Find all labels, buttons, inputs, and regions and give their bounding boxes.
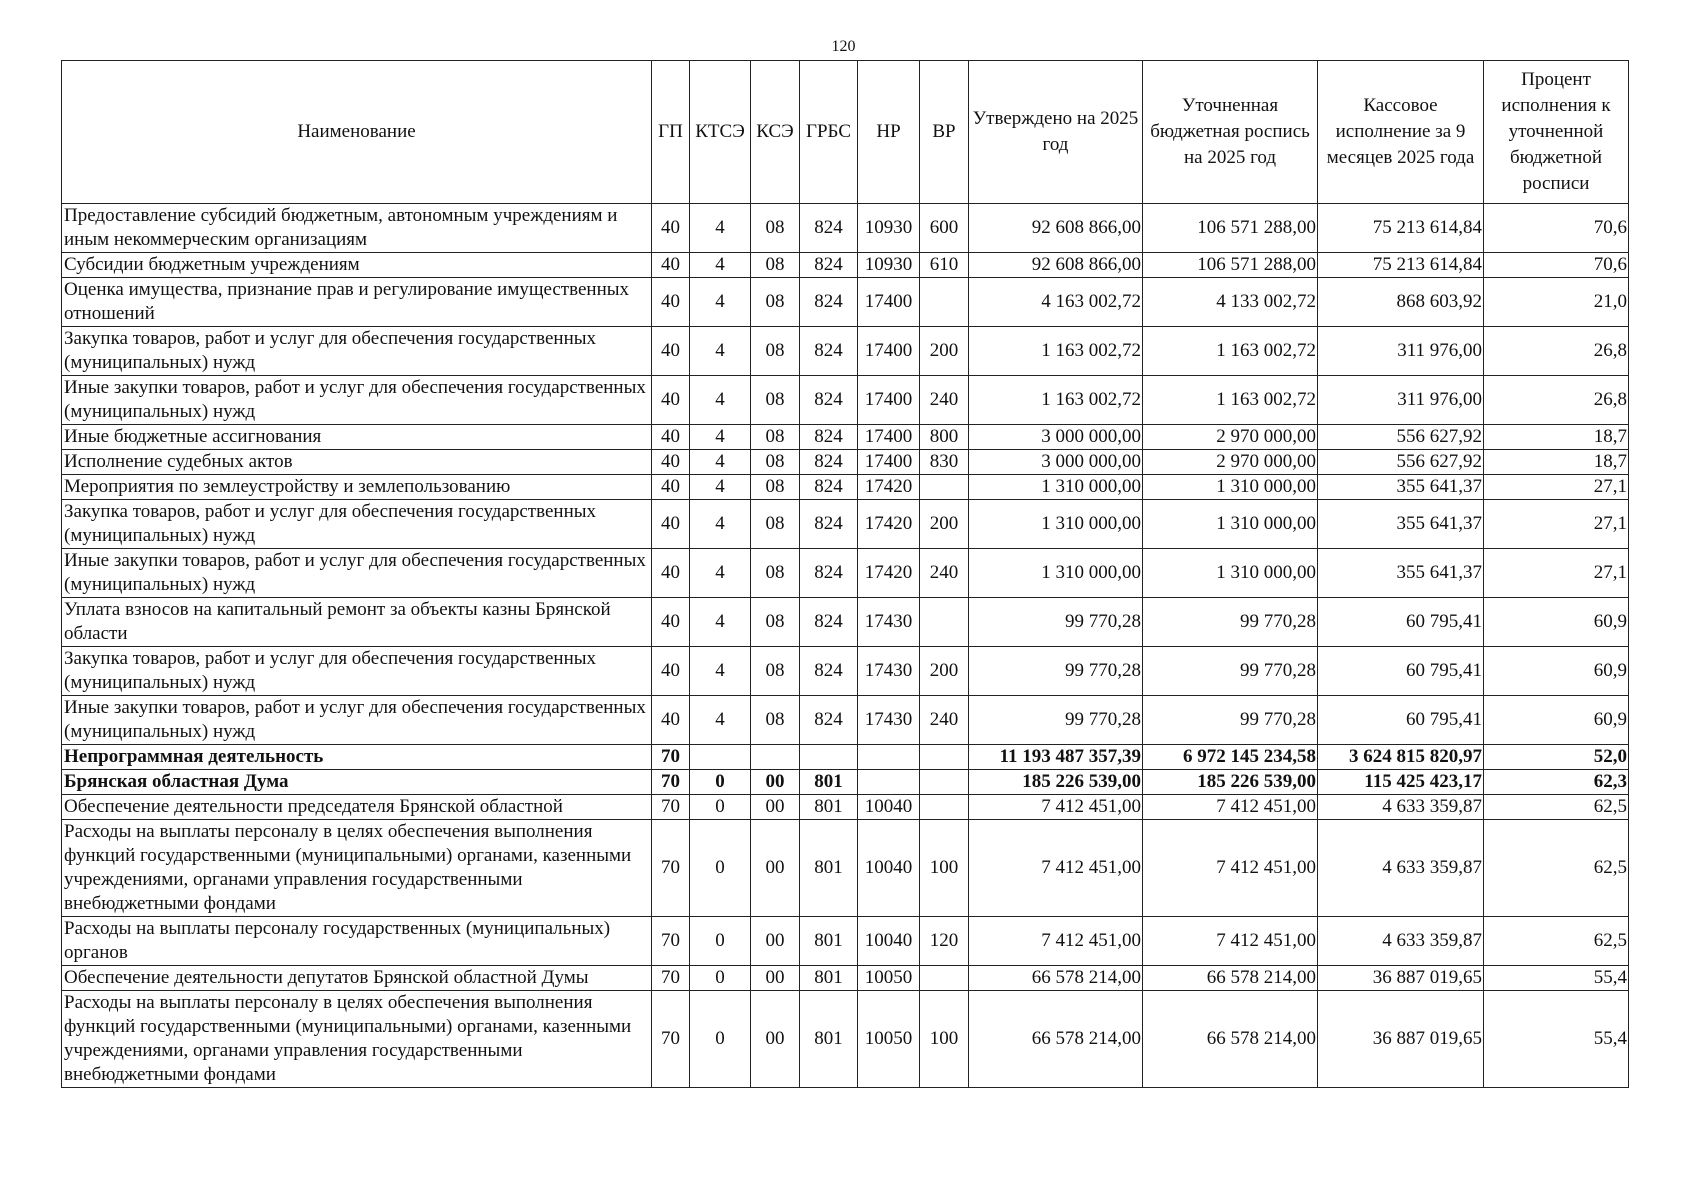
cell-name: Непрограммная деятельность bbox=[62, 745, 652, 770]
cell-gp: 40 bbox=[652, 598, 690, 647]
table-row bbox=[62, 376, 1629, 425]
cell-vr: 240 bbox=[920, 696, 969, 745]
cell-ktse: 0 bbox=[690, 991, 751, 1088]
budget-table bbox=[61, 60, 1629, 1088]
cell-grbs: 824 bbox=[800, 598, 858, 647]
cell-ktse: 4 bbox=[690, 204, 751, 253]
cell-cash: 36 887 019,65 bbox=[1318, 991, 1484, 1088]
cell-grbs: 824 bbox=[800, 376, 858, 425]
cell-refined: 7 412 451,00 bbox=[1143, 820, 1318, 917]
cell-grbs: 824 bbox=[800, 204, 858, 253]
cell-grbs: 801 bbox=[800, 770, 858, 795]
cell-vr: 120 bbox=[920, 917, 969, 966]
cell-kse: 00 bbox=[751, 795, 800, 820]
page-number: 120 bbox=[831, 38, 856, 55]
cell-name: Иные закупки товаров, работ и услуг для обеспечения государственных (муниципальных) нужд bbox=[62, 376, 652, 425]
cell-cash: 75 213 614,84 bbox=[1318, 253, 1484, 278]
cell-refined: 1 310 000,00 bbox=[1143, 500, 1318, 549]
cell-cash: 75 213 614,84 bbox=[1318, 204, 1484, 253]
cell-percent: 60,9 bbox=[1484, 647, 1629, 696]
cell-nr: 10040 bbox=[858, 795, 920, 820]
cell-grbs: 824 bbox=[800, 278, 858, 327]
cell-approved: 3 000 000,00 bbox=[969, 450, 1143, 475]
cell-nr: 17430 bbox=[858, 598, 920, 647]
cell-kse: 00 bbox=[751, 966, 800, 991]
cell-approved: 7 412 451,00 bbox=[969, 795, 1143, 820]
cell-approved: 11 193 487 357,39 bbox=[969, 745, 1143, 770]
cell-percent: 62,5 bbox=[1484, 795, 1629, 820]
cell-percent: 60,9 bbox=[1484, 696, 1629, 745]
cell-grbs: 801 bbox=[800, 917, 858, 966]
cell-name: Уплата взносов на капитальный ремонт за объекты казны Брянской области bbox=[62, 598, 652, 647]
cell-refined: 106 571 288,00 bbox=[1143, 204, 1318, 253]
cell-refined: 99 770,28 bbox=[1143, 647, 1318, 696]
cell-kse: 08 bbox=[751, 253, 800, 278]
cell-name: Предоставление субсидий бюджетным, автономным учреждениям и иным некоммерческим организациям bbox=[62, 204, 652, 253]
table-row bbox=[62, 696, 1629, 745]
cell-ktse: 0 bbox=[690, 917, 751, 966]
cell-percent: 27,1 bbox=[1484, 549, 1629, 598]
cell-refined: 2 970 000,00 bbox=[1143, 450, 1318, 475]
table-row bbox=[62, 204, 1629, 253]
cell-cash: 355 641,37 bbox=[1318, 500, 1484, 549]
cell-vr: 100 bbox=[920, 820, 969, 917]
cell-approved: 7 412 451,00 bbox=[969, 820, 1143, 917]
cell-grbs: 801 bbox=[800, 820, 858, 917]
cell-kse: 08 bbox=[751, 598, 800, 647]
cell-approved: 3 000 000,00 bbox=[969, 425, 1143, 450]
cell-nr: 17420 bbox=[858, 475, 920, 500]
table-row bbox=[62, 991, 1629, 1088]
cell-cash: 60 795,41 bbox=[1318, 696, 1484, 745]
cell-cash: 556 627,92 bbox=[1318, 450, 1484, 475]
table-row bbox=[62, 820, 1629, 917]
cell-ktse: 0 bbox=[690, 966, 751, 991]
cell-name: Расходы на выплаты персоналу государственных (муниципальных) органов bbox=[62, 917, 652, 966]
cell-gp: 40 bbox=[652, 450, 690, 475]
cell-name: Оценка имущества, признание прав и регулирование имущественных отношений bbox=[62, 278, 652, 327]
cell-name: Иные бюджетные ассигнования bbox=[62, 425, 652, 450]
column-header-percent: Процент исполнения к уточненной бюджетной росписи bbox=[1484, 61, 1629, 204]
cell-kse: 08 bbox=[751, 327, 800, 376]
column-header-grbs: ГРБС bbox=[800, 61, 858, 204]
cell-vr bbox=[920, 745, 969, 770]
cell-ktse: 4 bbox=[690, 327, 751, 376]
cell-approved: 99 770,28 bbox=[969, 696, 1143, 745]
cell-nr: 17400 bbox=[858, 327, 920, 376]
cell-percent: 26,8 bbox=[1484, 376, 1629, 425]
cell-vr: 800 bbox=[920, 425, 969, 450]
cell-kse: 08 bbox=[751, 425, 800, 450]
cell-gp: 40 bbox=[652, 204, 690, 253]
cell-ktse: 4 bbox=[690, 598, 751, 647]
cell-cash: 4 633 359,87 bbox=[1318, 795, 1484, 820]
cell-ktse: 4 bbox=[690, 425, 751, 450]
column-header-gp: ГП bbox=[652, 61, 690, 204]
cell-vr: 200 bbox=[920, 327, 969, 376]
cell-gp: 40 bbox=[652, 696, 690, 745]
cell-refined: 66 578 214,00 bbox=[1143, 966, 1318, 991]
cell-name: Брянская областная Дума bbox=[62, 770, 652, 795]
cell-cash: 355 641,37 bbox=[1318, 475, 1484, 500]
cell-name: Иные закупки товаров, работ и услуг для обеспечения государственных (муниципальных) нужд bbox=[62, 696, 652, 745]
table-row bbox=[62, 450, 1629, 475]
cell-nr: 10930 bbox=[858, 253, 920, 278]
cell-vr bbox=[920, 278, 969, 327]
cell-approved: 99 770,28 bbox=[969, 647, 1143, 696]
cell-percent: 26,8 bbox=[1484, 327, 1629, 376]
table-row bbox=[62, 253, 1629, 278]
cell-grbs: 824 bbox=[800, 647, 858, 696]
cell-gp: 70 bbox=[652, 966, 690, 991]
cell-refined: 2 970 000,00 bbox=[1143, 425, 1318, 450]
cell-gp: 40 bbox=[652, 425, 690, 450]
column-header-approved: Утверждено на 2025 год bbox=[969, 61, 1143, 204]
cell-ktse: 4 bbox=[690, 278, 751, 327]
cell-percent: 55,4 bbox=[1484, 991, 1629, 1088]
cell-vr bbox=[920, 966, 969, 991]
table-row bbox=[62, 917, 1629, 966]
cell-refined: 99 770,28 bbox=[1143, 696, 1318, 745]
cell-gp: 40 bbox=[652, 647, 690, 696]
cell-name: Субсидии бюджетным учреждениям bbox=[62, 253, 652, 278]
cell-gp: 40 bbox=[652, 376, 690, 425]
cell-kse: 00 bbox=[751, 917, 800, 966]
cell-kse: 08 bbox=[751, 204, 800, 253]
cell-kse: 00 bbox=[751, 770, 800, 795]
cell-vr bbox=[920, 475, 969, 500]
cell-cash: 868 603,92 bbox=[1318, 278, 1484, 327]
cell-nr: 10930 bbox=[858, 204, 920, 253]
cell-cash: 355 641,37 bbox=[1318, 549, 1484, 598]
cell-gp: 40 bbox=[652, 549, 690, 598]
cell-refined: 7 412 451,00 bbox=[1143, 917, 1318, 966]
cell-gp: 70 bbox=[652, 991, 690, 1088]
cell-approved: 4 163 002,72 bbox=[969, 278, 1143, 327]
cell-percent: 62,5 bbox=[1484, 917, 1629, 966]
cell-percent: 52,0 bbox=[1484, 745, 1629, 770]
cell-nr: 17430 bbox=[858, 647, 920, 696]
table-header-row bbox=[62, 61, 1629, 204]
cell-ktse: 4 bbox=[690, 647, 751, 696]
cell-name: Обеспечение деятельности депутатов Брянской областной Думы bbox=[62, 966, 652, 991]
cell-refined: 99 770,28 bbox=[1143, 598, 1318, 647]
cell-vr: 200 bbox=[920, 647, 969, 696]
cell-name: Обеспечение деятельности председателя Брянской областной bbox=[62, 795, 652, 820]
cell-percent: 21,0 bbox=[1484, 278, 1629, 327]
cell-grbs: 824 bbox=[800, 327, 858, 376]
cell-cash: 60 795,41 bbox=[1318, 647, 1484, 696]
cell-nr bbox=[858, 770, 920, 795]
cell-refined: 106 571 288,00 bbox=[1143, 253, 1318, 278]
cell-approved: 1 310 000,00 bbox=[969, 500, 1143, 549]
cell-grbs: 801 bbox=[800, 966, 858, 991]
cell-refined: 1 163 002,72 bbox=[1143, 327, 1318, 376]
cell-grbs: 824 bbox=[800, 500, 858, 549]
cell-ktse bbox=[690, 745, 751, 770]
cell-gp: 40 bbox=[652, 500, 690, 549]
cell-approved: 1 310 000,00 bbox=[969, 475, 1143, 500]
cell-approved: 66 578 214,00 bbox=[969, 966, 1143, 991]
cell-percent: 62,3 bbox=[1484, 770, 1629, 795]
cell-kse: 08 bbox=[751, 278, 800, 327]
cell-kse: 08 bbox=[751, 475, 800, 500]
cell-name: Расходы на выплаты персоналу в целях обеспечения выполнения функций государственными (муниципальными) органами, казенными учреждениями, органами управления государственными внебюджетными фондами bbox=[62, 991, 652, 1088]
cell-gp: 70 bbox=[652, 770, 690, 795]
cell-vr: 100 bbox=[920, 991, 969, 1088]
cell-approved: 7 412 451,00 bbox=[969, 917, 1143, 966]
cell-gp: 40 bbox=[652, 475, 690, 500]
cell-approved: 66 578 214,00 bbox=[969, 991, 1143, 1088]
cell-nr: 10050 bbox=[858, 966, 920, 991]
cell-name: Расходы на выплаты персоналу в целях обеспечения выполнения функций государственными (муниципальными) органами, казенными учреждениями, органами управления государственными внебюджетными фондами bbox=[62, 820, 652, 917]
cell-grbs: 824 bbox=[800, 253, 858, 278]
cell-kse: 08 bbox=[751, 450, 800, 475]
cell-kse bbox=[751, 745, 800, 770]
cell-ktse: 4 bbox=[690, 696, 751, 745]
cell-cash: 4 633 359,87 bbox=[1318, 820, 1484, 917]
cell-approved: 92 608 866,00 bbox=[969, 253, 1143, 278]
cell-ktse: 4 bbox=[690, 450, 751, 475]
cell-refined: 1 310 000,00 bbox=[1143, 475, 1318, 500]
column-header-ktse: КТСЭ bbox=[690, 61, 751, 204]
cell-nr: 17400 bbox=[858, 278, 920, 327]
table-row bbox=[62, 425, 1629, 450]
cell-grbs: 824 bbox=[800, 549, 858, 598]
table-row bbox=[62, 795, 1629, 820]
cell-vr bbox=[920, 795, 969, 820]
cell-grbs: 824 bbox=[800, 475, 858, 500]
cell-approved: 1 163 002,72 bbox=[969, 376, 1143, 425]
cell-name: Мероприятия по землеустройству и землепользованию bbox=[62, 475, 652, 500]
cell-vr: 240 bbox=[920, 376, 969, 425]
cell-cash: 3 624 815 820,97 bbox=[1318, 745, 1484, 770]
cell-nr: 10050 bbox=[858, 991, 920, 1088]
cell-nr: 10040 bbox=[858, 820, 920, 917]
cell-ktse: 0 bbox=[690, 795, 751, 820]
cell-vr: 600 bbox=[920, 204, 969, 253]
cell-nr: 17400 bbox=[858, 376, 920, 425]
cell-name: Закупка товаров, работ и услуг для обеспечения государственных (муниципальных) нужд bbox=[62, 647, 652, 696]
cell-grbs: 824 bbox=[800, 425, 858, 450]
cell-vr: 240 bbox=[920, 549, 969, 598]
cell-name: Иные закупки товаров, работ и услуг для обеспечения государственных (муниципальных) нужд bbox=[62, 549, 652, 598]
cell-name: Исполнение судебных актов bbox=[62, 450, 652, 475]
cell-nr: 17400 bbox=[858, 450, 920, 475]
column-header-vr: ВР bbox=[920, 61, 969, 204]
cell-gp: 40 bbox=[652, 253, 690, 278]
cell-cash: 115 425 423,17 bbox=[1318, 770, 1484, 795]
column-header-name: Наименование bbox=[62, 61, 652, 204]
cell-percent: 70,6 bbox=[1484, 253, 1629, 278]
cell-percent: 55,4 bbox=[1484, 966, 1629, 991]
column-header-nr: НР bbox=[858, 61, 920, 204]
cell-ktse: 4 bbox=[690, 500, 751, 549]
table-row bbox=[62, 500, 1629, 549]
table-row bbox=[62, 278, 1629, 327]
cell-gp: 70 bbox=[652, 820, 690, 917]
cell-approved: 1 310 000,00 bbox=[969, 549, 1143, 598]
cell-nr: 10040 bbox=[858, 917, 920, 966]
cell-grbs bbox=[800, 745, 858, 770]
cell-nr: 17420 bbox=[858, 549, 920, 598]
cell-cash: 311 976,00 bbox=[1318, 327, 1484, 376]
table-row bbox=[62, 770, 1629, 795]
cell-refined: 66 578 214,00 bbox=[1143, 991, 1318, 1088]
cell-gp: 40 bbox=[652, 327, 690, 376]
cell-percent: 62,5 bbox=[1484, 820, 1629, 917]
cell-percent: 27,1 bbox=[1484, 475, 1629, 500]
cell-ktse: 4 bbox=[690, 475, 751, 500]
cell-refined: 6 972 145 234,58 bbox=[1143, 745, 1318, 770]
cell-vr: 830 bbox=[920, 450, 969, 475]
cell-kse: 08 bbox=[751, 696, 800, 745]
cell-ktse: 0 bbox=[690, 820, 751, 917]
cell-gp: 70 bbox=[652, 745, 690, 770]
cell-percent: 18,7 bbox=[1484, 450, 1629, 475]
cell-ktse: 4 bbox=[690, 376, 751, 425]
cell-nr: 17420 bbox=[858, 500, 920, 549]
cell-cash: 556 627,92 bbox=[1318, 425, 1484, 450]
cell-refined: 7 412 451,00 bbox=[1143, 795, 1318, 820]
cell-vr: 610 bbox=[920, 253, 969, 278]
cell-cash: 4 633 359,87 bbox=[1318, 917, 1484, 966]
column-header-kse: КСЭ bbox=[751, 61, 800, 204]
cell-ktse: 0 bbox=[690, 770, 751, 795]
table-row bbox=[62, 327, 1629, 376]
cell-kse: 08 bbox=[751, 376, 800, 425]
cell-gp: 40 bbox=[652, 278, 690, 327]
cell-approved: 99 770,28 bbox=[969, 598, 1143, 647]
cell-ktse: 4 bbox=[690, 549, 751, 598]
cell-kse: 08 bbox=[751, 647, 800, 696]
cell-vr bbox=[920, 770, 969, 795]
table-row bbox=[62, 475, 1629, 500]
table-row bbox=[62, 745, 1629, 770]
cell-cash: 36 887 019,65 bbox=[1318, 966, 1484, 991]
cell-gp: 70 bbox=[652, 917, 690, 966]
cell-kse: 08 bbox=[751, 500, 800, 549]
cell-grbs: 801 bbox=[800, 991, 858, 1088]
column-header-refined: Уточненная бюджетная роспись на 2025 год bbox=[1143, 61, 1318, 204]
cell-approved: 92 608 866,00 bbox=[969, 204, 1143, 253]
cell-vr: 200 bbox=[920, 500, 969, 549]
cell-cash: 60 795,41 bbox=[1318, 598, 1484, 647]
cell-approved: 1 163 002,72 bbox=[969, 327, 1143, 376]
table-row bbox=[62, 647, 1629, 696]
cell-refined: 185 226 539,00 bbox=[1143, 770, 1318, 795]
cell-ktse: 4 bbox=[690, 253, 751, 278]
cell-percent: 60,9 bbox=[1484, 598, 1629, 647]
cell-gp: 70 bbox=[652, 795, 690, 820]
cell-name: Закупка товаров, работ и услуг для обеспечения государственных (муниципальных) нужд bbox=[62, 327, 652, 376]
cell-grbs: 824 bbox=[800, 450, 858, 475]
cell-refined: 4 133 002,72 bbox=[1143, 278, 1318, 327]
cell-approved: 185 226 539,00 bbox=[969, 770, 1143, 795]
cell-nr: 17430 bbox=[858, 696, 920, 745]
cell-refined: 1 310 000,00 bbox=[1143, 549, 1318, 598]
cell-percent: 70,6 bbox=[1484, 204, 1629, 253]
cell-grbs: 801 bbox=[800, 795, 858, 820]
cell-nr bbox=[858, 745, 920, 770]
table-row bbox=[62, 549, 1629, 598]
cell-percent: 27,1 bbox=[1484, 500, 1629, 549]
cell-nr: 17400 bbox=[858, 425, 920, 450]
table-row bbox=[62, 598, 1629, 647]
cell-cash: 311 976,00 bbox=[1318, 376, 1484, 425]
cell-grbs: 824 bbox=[800, 696, 858, 745]
table-row bbox=[62, 966, 1629, 991]
cell-percent: 18,7 bbox=[1484, 425, 1629, 450]
cell-kse: 08 bbox=[751, 549, 800, 598]
cell-vr bbox=[920, 598, 969, 647]
cell-kse: 00 bbox=[751, 991, 800, 1088]
cell-name: Закупка товаров, работ и услуг для обеспечения государственных (муниципальных) нужд bbox=[62, 500, 652, 549]
column-header-cash: Кассовое исполнение за 9 месяцев 2025 года bbox=[1318, 61, 1484, 204]
cell-refined: 1 163 002,72 bbox=[1143, 376, 1318, 425]
cell-kse: 00 bbox=[751, 820, 800, 917]
